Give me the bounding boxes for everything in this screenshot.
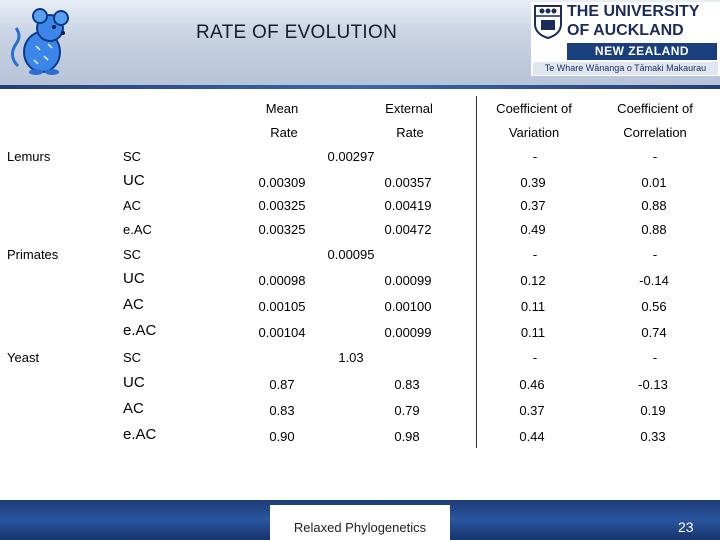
corr-value: 0.19 — [640, 403, 666, 418]
cov-value: 0.12 — [520, 273, 546, 288]
model-label: SC — [123, 350, 142, 365]
corr-value: 0.88 — [641, 222, 667, 237]
header-mean-2: Rate — [270, 125, 298, 140]
logo-line-4: Te Whare Wānanga o Tāmaki Makaurau — [533, 62, 718, 75]
group-label: Primates — [7, 247, 59, 262]
cov-value: - — [532, 149, 538, 164]
corr-value: -0.14 — [639, 273, 669, 288]
footer-title: Relaxed Phylogenetics — [293, 520, 427, 535]
external-rate: 0.00472 — [384, 222, 432, 237]
model-label: AC — [123, 198, 142, 213]
model-label: UC — [123, 270, 145, 287]
external-rate: 0.00357 — [384, 175, 432, 190]
corr-value: 0.56 — [641, 299, 667, 314]
slide-title: RATE OF EVOLUTION — [196, 22, 398, 43]
cov-value: 0.46 — [519, 377, 545, 392]
corr-value: 0.74 — [641, 325, 667, 340]
external-rate: 0.00099 — [384, 273, 432, 288]
logo-line-3: NEW ZEALAND — [567, 43, 717, 60]
cov-value: 0.37 — [519, 403, 545, 418]
external-rate: 0.00099 — [384, 325, 432, 340]
cov-value: 0.11 — [520, 325, 546, 340]
mean-rate: 0.00105 — [258, 299, 306, 314]
mean-rate: 0.90 — [269, 429, 295, 444]
cov-value: 0.44 — [519, 429, 545, 444]
mean-rate: 0.00325 — [258, 198, 306, 213]
group-label: Lemurs — [7, 149, 51, 164]
logo-line-2: OF AUCKLAND — [567, 22, 684, 39]
slide-number: 23 — [678, 519, 694, 535]
cov-value: - — [532, 350, 538, 365]
mean-rate: 0.83 — [269, 403, 295, 418]
external-rate: 0.98 — [394, 429, 420, 444]
model-label: UC — [123, 374, 145, 391]
header-external-2: Rate — [396, 125, 424, 140]
sc-rate: 1.03 — [338, 350, 364, 365]
external-rate: 0.83 — [394, 377, 420, 392]
mean-rate: 0.00104 — [258, 325, 306, 340]
header-cov-2: Variation — [508, 125, 560, 140]
cov-value: 0.11 — [520, 299, 546, 314]
university-logo — [531, 2, 720, 76]
cov-value: - — [532, 247, 538, 262]
model-label: UC — [123, 172, 145, 189]
corr-value: - — [652, 247, 658, 262]
group-label: Yeast — [7, 350, 40, 365]
header-corr-1: Coefficient of — [617, 101, 693, 116]
external-rate: 0.00100 — [384, 299, 432, 314]
mean-rate: 0.00098 — [258, 273, 306, 288]
model-label: AC — [123, 400, 144, 417]
sc-rate: 0.00297 — [327, 149, 375, 164]
header-external-1: External — [385, 101, 433, 116]
model-label: SC — [123, 149, 142, 164]
header-corr-2: Correlation — [623, 125, 687, 140]
external-rate: 0.00419 — [384, 198, 432, 213]
external-rate: 0.79 — [394, 403, 420, 418]
mean-rate: 0.87 — [269, 377, 295, 392]
model-label: e.AC — [123, 426, 157, 443]
corr-value: - — [652, 149, 658, 164]
model-label: e.AC — [123, 222, 152, 237]
header-cov-1: Coefficient of — [496, 101, 572, 116]
model-label: SC — [123, 247, 142, 262]
corr-value: 0.01 — [641, 175, 667, 190]
corr-value: -0.13 — [638, 377, 668, 392]
mean-rate: 0.00309 — [258, 175, 306, 190]
sc-rate: 0.00095 — [327, 247, 375, 262]
header-divider — [0, 85, 720, 89]
cov-value: 0.37 — [520, 198, 546, 213]
cov-value: 0.39 — [520, 175, 546, 190]
model-label: e.AC — [123, 322, 157, 339]
corr-value: 0.33 — [640, 429, 666, 444]
corr-value: - — [652, 350, 658, 365]
mouse-mascot-icon — [6, 6, 80, 80]
header-mean-1: Mean — [265, 101, 299, 116]
cov-value: 0.49 — [520, 222, 546, 237]
logo-line-1: THE UNIVERSITY — [567, 3, 700, 20]
column-divider — [476, 96, 477, 448]
model-label: AC — [123, 296, 144, 313]
crest-icon — [533, 4, 563, 40]
corr-value: 0.88 — [641, 198, 667, 213]
mean-rate: 0.00325 — [258, 222, 306, 237]
